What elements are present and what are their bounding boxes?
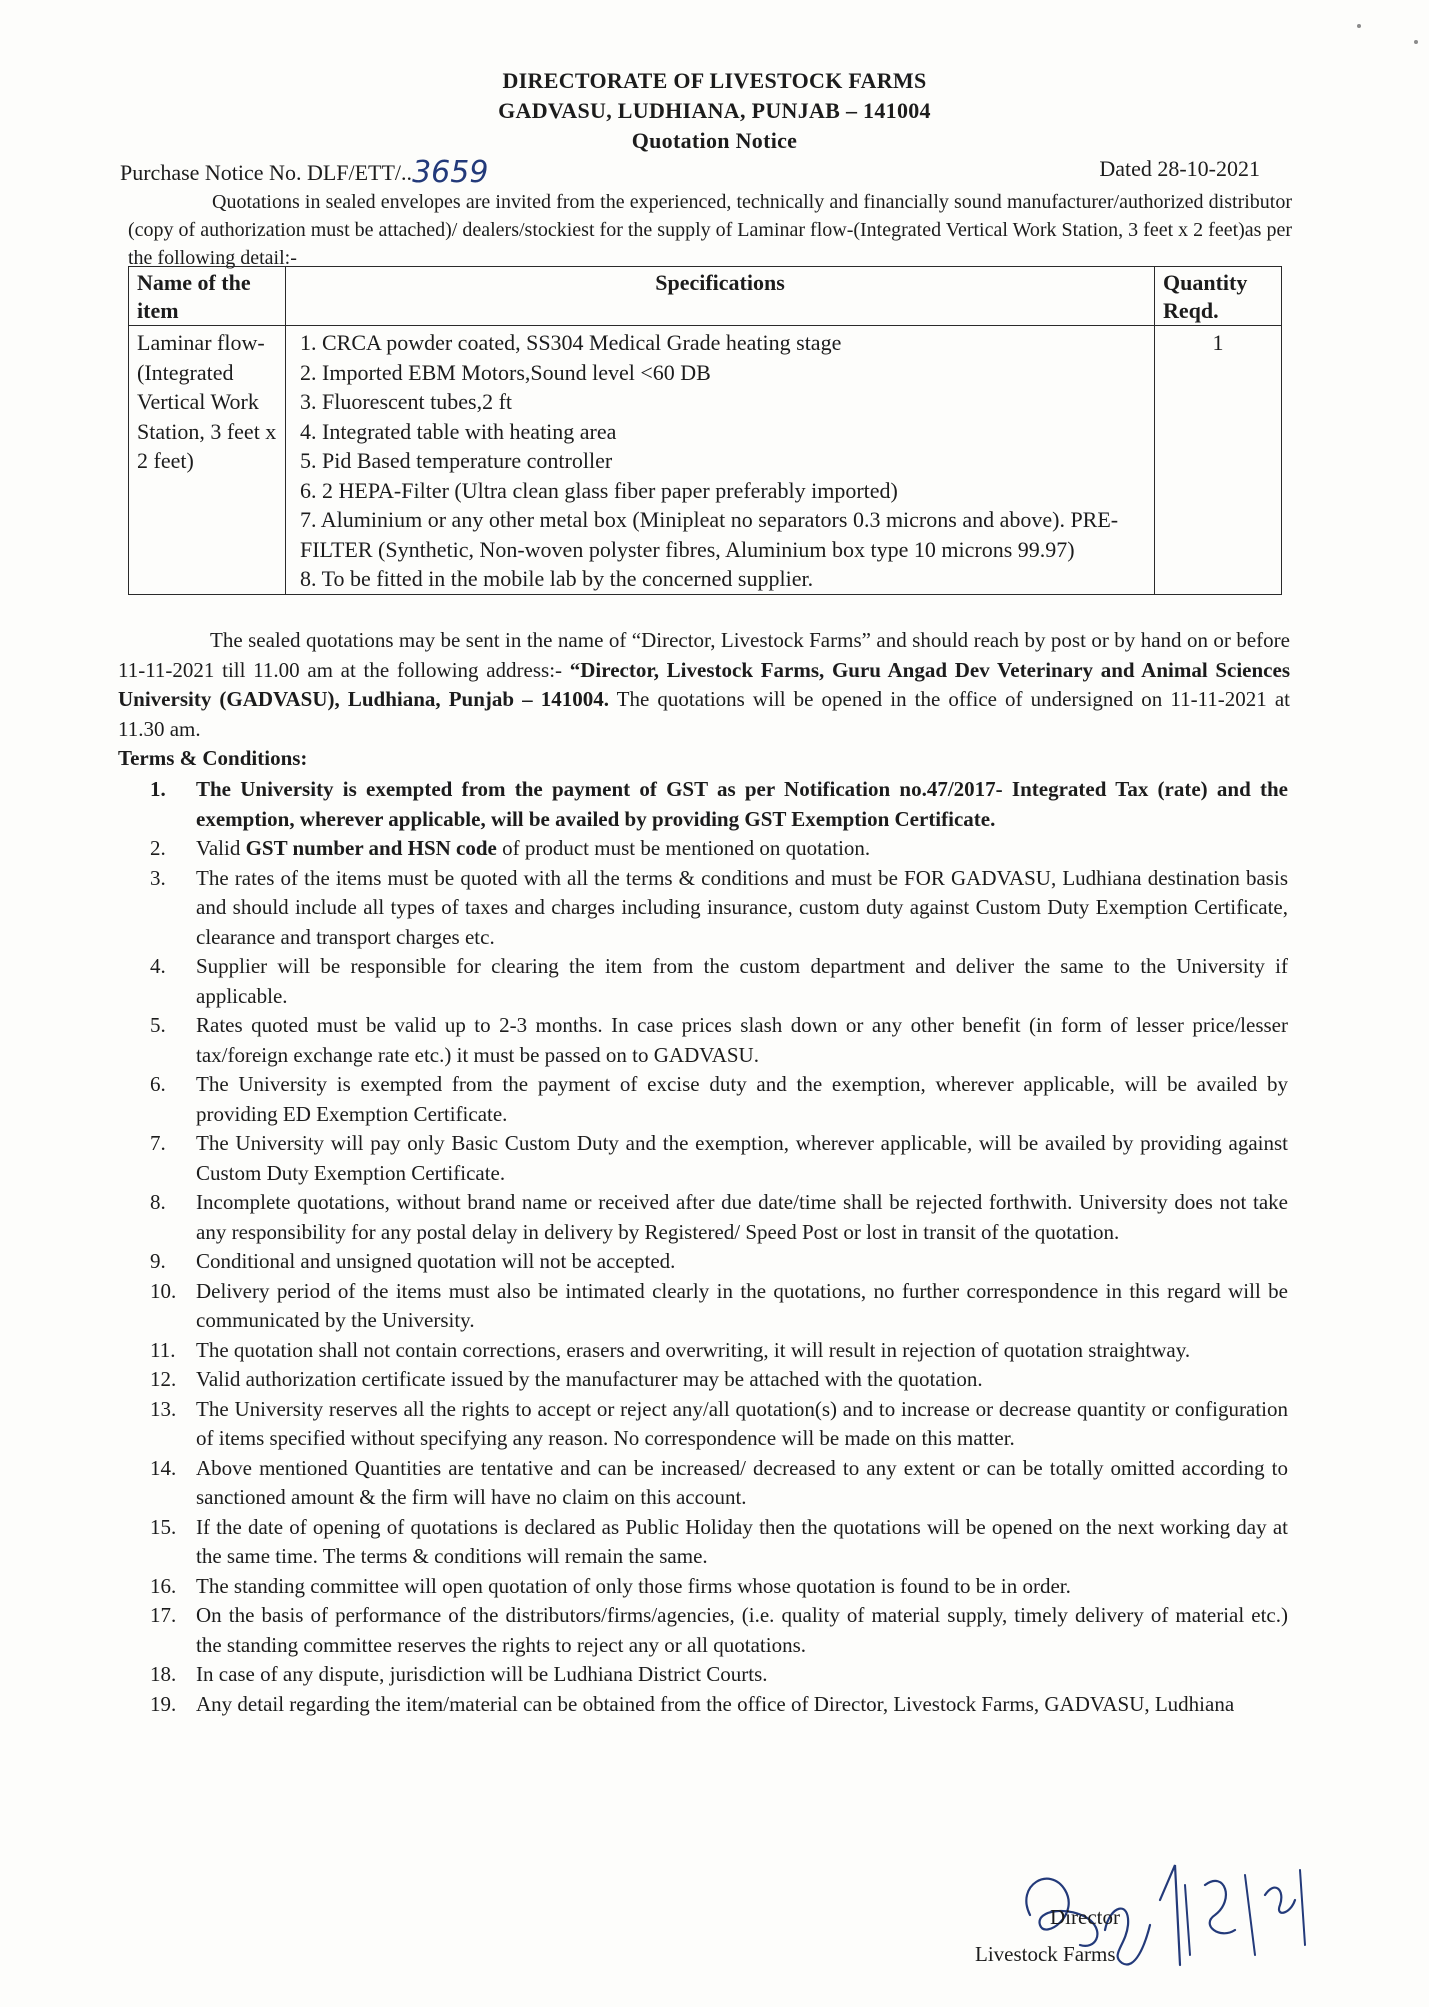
quantity-cell: 1 xyxy=(1155,326,1282,595)
term-text: The standing committee will open quotation of only those firms whose quotation is found to be in order. xyxy=(196,1573,1071,1598)
term-number: 6. xyxy=(150,1072,166,1096)
term-item xyxy=(150,1011,1288,1070)
term-text: Supplier will be responsible for clearing the item from the custom department and deliver the same to the University if applicable. xyxy=(196,954,1288,1008)
term-item xyxy=(150,1070,1288,1129)
term-number: 17. xyxy=(150,1603,177,1627)
spec-line: 1. CRCA powder coated, SS304 Medical Grade heating stage xyxy=(300,330,842,355)
header-specifications: Specifications xyxy=(286,267,1155,326)
term-item xyxy=(150,864,1288,953)
term-text: Above mentioned Quantities are tentative and can be increased/ decreased to any extent or can be totally omitted according to sanctioned amount & the firm will have no claim on this account. xyxy=(196,1455,1288,1509)
term-item xyxy=(150,775,1288,834)
spec-line: 8. To be fitted in the mobile lab by the concerned supplier. xyxy=(300,566,814,591)
term-item xyxy=(150,1601,1288,1660)
term-item xyxy=(150,1129,1288,1188)
submission-address: “Director, Livestock Farms, Guru Angad Dev Veterinary and Animal Sciences University (GADVASU), Ludhiana, Punjab – 141004. xyxy=(118,657,1290,711)
terms-list xyxy=(150,775,1288,1719)
table-header-row xyxy=(129,267,1282,326)
item-name-cell: Laminar flow-(Integrated Vertical Work Station, 3 feet x 2 feet) xyxy=(129,326,286,595)
submission-text-part1: The sealed quotations may be sent in the name of “Director, Livestock Farms” and should reach by post or by hand on or before 11-11-2021 till 11.00 am at the following address:- xyxy=(118,628,1290,682)
term-number: 12. xyxy=(150,1367,177,1391)
term-item xyxy=(150,1365,1288,1395)
submission-text xyxy=(118,626,1290,744)
term-number: 16. xyxy=(150,1573,177,1598)
signatory-department: Livestock Farms xyxy=(975,1942,1116,1966)
header-item-name: Name of the item xyxy=(129,267,286,326)
spec-line: 3. Fluorescent tubes,2 ft xyxy=(300,389,513,414)
term-item xyxy=(150,834,1288,864)
term-number: 9. xyxy=(150,1249,166,1273)
term-text-bold: GST number and HSN code xyxy=(245,836,497,860)
term-number: 10. xyxy=(150,1278,177,1303)
term-text: The University will pay only Basic Custom Duty and the exemption, wherever applicable, will be availed by providing against Custom Duty Exemption Certificate. xyxy=(196,1131,1288,1185)
spec-line: 5. Pid Based temperature controller xyxy=(300,448,613,473)
submission-paragraph xyxy=(118,626,1290,744)
term-number: 14. xyxy=(150,1455,177,1480)
term-number: 13. xyxy=(150,1396,177,1421)
spec-line: 6. 2 HEPA-Filter (Ultra clean glass fiber paper preferably imported) xyxy=(300,477,898,503)
term-number: 18. xyxy=(150,1662,177,1686)
spec-line: 7. Aluminium or any other metal box (Minipleat no separators 0.3 microns and above). PRE-FILTER (Synthetic, Non-woven polyster fibres, Aluminium box type 10 microns 99.97) xyxy=(300,507,1119,562)
purchase-notice-no xyxy=(120,153,488,188)
term-text-pre: Valid xyxy=(196,836,246,860)
term-text: Rates quoted must be valid up to 2-3 months. In case prices slash down or any other benefit (in form of lesser price/lesser tax/foreign exchange rate etc.) it must be passed on to GADVASU. xyxy=(196,1013,1288,1067)
table-row xyxy=(129,326,1282,595)
term-text: The University is exempted from the payment of GST as per Notification no.47/2017- Integrated Tax (rate) and the exemption, wherever applicable, will be availed by providing GST Exemption Certificate. xyxy=(196,777,1288,831)
term-text-post: of product must be mentioned on quotation. xyxy=(496,836,871,860)
term-item xyxy=(150,1247,1288,1277)
intro-text: Quotations in sealed envelopes are invited from the experienced, technically and financially sound manufacturer/authorized distributor (copy of authorization must be attached)/ dealers/stockiest for the supply of Laminar flow-(Integrated Vertical Work Station, 3 feet x 2 feet)as per the following detail:- xyxy=(128,191,1292,269)
term-number: 19. xyxy=(150,1691,177,1716)
term-text: On the basis of performance of the distributors/firms/agencies, (i.e. quality of material supply, timely delivery of material etc.) the standing committee reserves the rights to reject any or all quotations. xyxy=(196,1603,1288,1657)
header-line-1: DIRECTORATE OF LIVESTOCK FARMS xyxy=(502,68,927,93)
term-item xyxy=(150,1454,1288,1513)
term-number: 5. xyxy=(150,1013,166,1037)
term-text: Incomplete quotations, without brand name or received after due date/time shall be rejected forthwith. University does not take any responsibility for any postal delay in delivery by Registered/ Speed Post or lost in transit of the quotation. xyxy=(196,1190,1288,1244)
term-text: Any detail regarding the item/material can be obtained from the office of Director, Livestock Farms, GADVASU, Ludhiana xyxy=(196,1691,1235,1716)
term-item xyxy=(150,1513,1288,1572)
term-number: 2. xyxy=(150,836,166,860)
header-quantity: Quantity Reqd. xyxy=(1155,267,1282,326)
term-item xyxy=(150,1277,1288,1336)
term-item xyxy=(150,1395,1288,1454)
term-number: 11. xyxy=(150,1337,176,1362)
term-item xyxy=(150,1336,1288,1366)
term-item xyxy=(150,1572,1288,1602)
term-item xyxy=(150,1660,1288,1690)
submission-text-part2: The quotations will be opened in the office of undersigned on 11-11-2021 at 11.30 am. xyxy=(118,687,1291,741)
specifications-cell xyxy=(286,326,1155,595)
term-item xyxy=(150,952,1288,1011)
term-text: The quotation shall not contain corrections, erasers and overwriting, it will result in rejection of quotation straightway. xyxy=(196,1337,1191,1362)
term-number: 4. xyxy=(150,954,166,978)
term-text: The University reserves all the rights to accept or reject any/all quotation(s) and to increase or decrease quantity or configuration of items specified without specifying any reason. No correspondence will be made on this matter. xyxy=(196,1396,1288,1450)
term-number: 8. xyxy=(150,1190,166,1214)
spec-line: 4. Integrated table with heating area xyxy=(300,418,617,444)
term-number: 1. xyxy=(150,777,166,801)
term-number: 15. xyxy=(150,1514,177,1539)
signatory-title: Director xyxy=(1050,1905,1120,1929)
terms-title: Terms & Conditions: xyxy=(118,746,308,770)
term-text: Conditional and unsigned quotation will not be accepted. xyxy=(196,1249,676,1273)
term-text: In case of any dispute, jurisdiction will be Ludhiana District Courts. xyxy=(196,1662,768,1686)
term-number: 7. xyxy=(150,1131,166,1155)
term-text: The rates of the items must be quoted with all the terms & conditions and must be FOR GADVASU, Ludhiana destination basis and should include all types of taxes and charges including insurance, custom duty against Custom Duty Exemption Certificate, clearance and transport charges etc. xyxy=(196,865,1288,949)
scan-speck xyxy=(1357,24,1361,28)
purchase-notice-number: 3659 xyxy=(412,155,489,190)
notice-date: Dated 28-10-2021 xyxy=(1099,156,1260,181)
term-number: 3. xyxy=(150,865,166,890)
term-item xyxy=(150,1188,1288,1247)
term-text: The University is exempted from the payment of excise duty and the exemption, wherever applicable, will be availed by providing ED Exemption Certificate. xyxy=(196,1072,1288,1126)
term-text: Delivery period of the items must also be intimated clearly in the quotations, no further correspondence in this regard will be communicated by the University. xyxy=(196,1278,1288,1332)
spec-line: 2. Imported EBM Motors,Sound level <60 DB xyxy=(300,359,711,385)
intro-paragraph xyxy=(128,188,1292,272)
term-text: Valid authorization certificate issued by the manufacturer may be attached with the quotation. xyxy=(196,1367,983,1391)
specification-table xyxy=(128,266,1282,595)
term-text: If the date of opening of quotations is declared as Public Holiday then the quotations will be opened on the next working day at the same time. The terms & conditions will remain the same. xyxy=(196,1514,1288,1568)
purchase-notice-label: Purchase Notice No. DLF/ETT/.. xyxy=(120,160,413,185)
term-item xyxy=(150,1690,1288,1720)
header-line-3: Quotation Notice xyxy=(631,128,798,153)
header-line-2: GADVASU, LUDHIANA, PUNJAB – 141004 xyxy=(498,98,931,123)
scan-speck xyxy=(1414,40,1418,44)
